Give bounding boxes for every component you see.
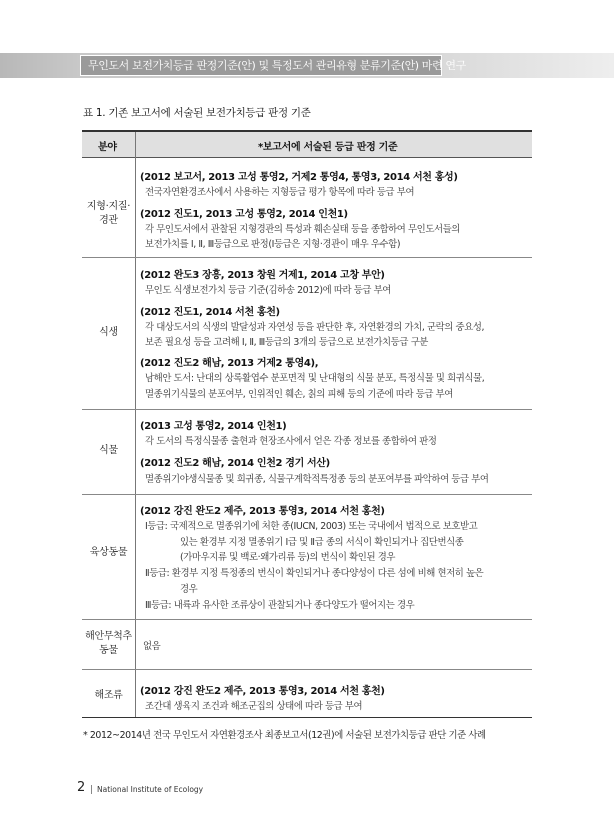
criteria-text: (가마우지류 및 백로·왜가리류 등)의 번식이 확인된 경우	[180, 552, 396, 563]
row-category-land-animals: 육상동물	[89, 547, 128, 558]
criteria-text: 각 대상도서의 식생의 발달성과 자연성 등을 판단한 후, 자연환경의 가치, 군락의 중요성,	[145, 322, 485, 333]
source-reports: (2012 보고서, 2013 고성 통영2, 거제2 통영4, 통영3, 2014 서천 홍성)	[140, 172, 458, 183]
criteria-text: 있는 환경부 지정 멸종위기 Ⅰ급 및 Ⅱ급 종의 서식이 확인되거나 집단번식종	[180, 537, 464, 548]
table-caption: 표 1. 기존 보고서에 서술된 보전가치등급 판정 기준	[83, 107, 311, 119]
running-header-title: 무인도서 보전가치등급 판정기준(안) 및 특정도서 관리유형 분류기준(안) 마련 연구	[88, 59, 466, 72]
row-separator	[82, 669, 532, 670]
criteria-text: 각 무인도서에서 관찰된 지형경관의 특성과 훼손실태 등을 종합하여 무인도서들의	[145, 224, 460, 235]
row-category-flora: 식물	[99, 445, 118, 456]
source-reports: (2012 진도2 해남, 2014 인천2 경기 서산)	[140, 458, 330, 469]
criteria-text: Ⅲ등급: 내륙과 유사한 조류상이 관찰되거나 종다양도가 떨어지는 경우	[145, 600, 415, 611]
criteria-text: 남해안 도서: 난대의 상록활엽수 분포면적 및 난대형의 식물 분포, 특정식물 및 희귀식물,	[145, 373, 485, 384]
table-footnote: * 2012~2014년 전국 무인도서 자연환경조사 최종보고서(12권)에 서술된 보전가치등급 판단 기준 사례	[83, 730, 486, 741]
row-separator	[82, 257, 532, 258]
criteria-text: 보존 필요성 등을 고려해 Ⅰ, Ⅱ, Ⅲ등급의 3개의 등급으로 보전가치등급 구분	[145, 337, 428, 348]
criteria-text: 전국자연환경조사에서 사용하는 지형등급 평가 항목에 따라 등급 부여	[145, 187, 415, 198]
table-header-row	[82, 132, 532, 158]
source-reports: (2012 진도2 해남, 2013 거제2 통영4),	[140, 358, 319, 369]
table-bottom-rule	[82, 717, 532, 718]
row-category-vegetation: 식생	[99, 327, 118, 338]
row-separator	[82, 619, 532, 620]
column-divider	[135, 132, 136, 717]
row-category-seaweeds: 해조류	[94, 690, 123, 701]
column-header-category: 분야	[98, 142, 117, 153]
row-separator	[82, 409, 532, 410]
page-number: 2	[77, 780, 86, 795]
footer-divider	[91, 785, 92, 794]
source-reports: (2012 강진 완도2 제주, 2013 통영3, 2014 서천 홍천)	[140, 506, 385, 517]
criteria-text: Ⅰ등급: 국제적으로 멸종위기에 처한 종(IUCN, 2003) 또는 국내에서 법적으로 보호받고	[145, 521, 478, 532]
criteria-text: 멸종위기식물의 분포여부, 인위적인 훼손, 칡의 피해 등의 기준에 따라 등급 부여	[145, 389, 453, 400]
criteria-text: 각 도서의 특정식물종 출현과 현장조사에서 얻은 각종 정보를 종합하여 판정	[145, 436, 437, 447]
source-reports: (2012 완도3 장흥, 2013 창원 거제1, 2014 고창 부안)	[140, 270, 385, 281]
criteria-text: 멸종위기야생식물종 및 희귀종, 식물구계학적특정종 등의 분포여부를 파악하여 등급 부여	[145, 474, 489, 485]
criteria-text: 무인도 식생보전가치 등급 기준(김하송 2012)에 따라 등급 부여	[145, 285, 391, 296]
source-reports: (2012 진도1, 2013 고성 통영2, 2014 인천1)	[140, 209, 348, 220]
source-reports: (2012 강진 완도2 제주, 2013 통영3, 2014 서천 홍천)	[140, 686, 385, 697]
criteria-text: 조간대 생육지 조건과 해조군집의 상태에 따라 등급 부여	[145, 701, 363, 712]
row-category-landform: 지형·지질· 경관	[86, 201, 131, 226]
criteria-text: 경우	[180, 584, 198, 595]
criteria-text: 없음	[143, 641, 161, 652]
source-reports: (2012 진도1, 2014 서천 홍천)	[140, 307, 280, 318]
criteria-text: 보전가치를 Ⅰ, Ⅱ, Ⅲ등급으로 판정(Ⅰ등급은 지형·경관이 매우 우수함)	[145, 239, 401, 250]
criteria-text: Ⅱ등급: 환경부 지정 특정종의 번식이 확인되거나 종다양성이 다른 섬에 비해 현저히 높은	[145, 568, 484, 579]
footer-publisher: National Institute of Ecology	[97, 785, 204, 794]
source-reports: (2013 고성 통영2, 2014 인천1)	[140, 421, 287, 432]
row-category-coastal-invertebrates: 해안무척추 동물	[85, 631, 132, 656]
column-header-criteria: *보고서에 서술된 등급 판정 기준	[258, 142, 398, 153]
row-separator	[82, 494, 532, 495]
